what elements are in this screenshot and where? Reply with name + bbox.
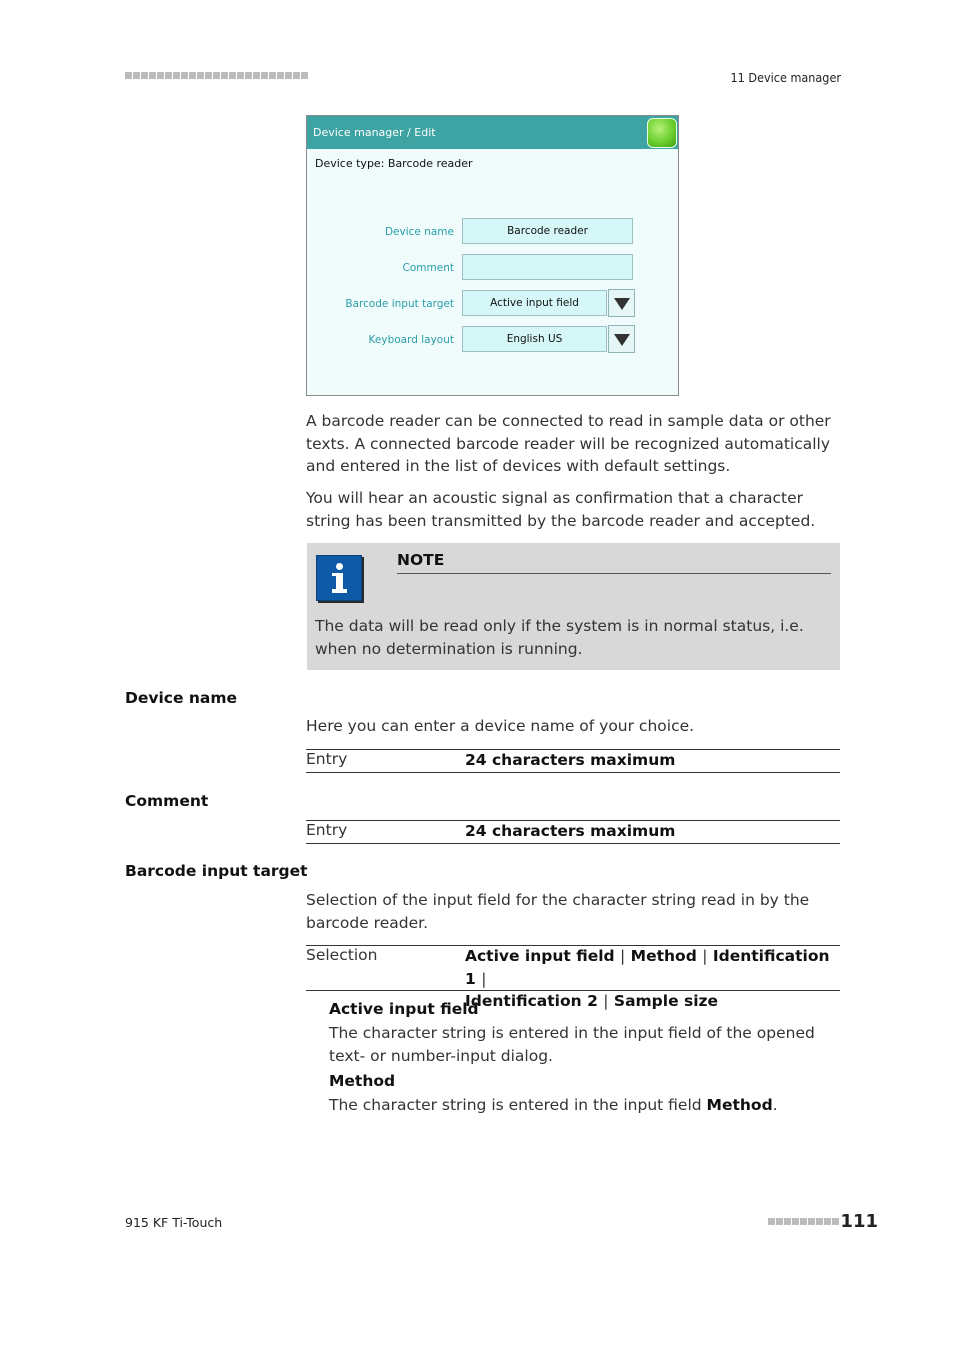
screen-title-bar (307, 116, 678, 149)
option-active-input-field: Active input field (465, 947, 615, 965)
entry-value: 24 characters maximum (465, 751, 676, 769)
device-name-entry-row (306, 749, 840, 773)
device-name-description: Here you can enter a device name of your choice. (306, 717, 695, 735)
home-button[interactable] (647, 118, 677, 148)
barcode-input-target-description: Selection of the input field for the character string read in by the barcode reader. (306, 891, 810, 932)
active-input-field-title: Active input field (329, 1000, 479, 1018)
comment-field[interactable] (462, 254, 633, 280)
selection-key: Selection (306, 946, 378, 964)
keyboard-layout-field[interactable]: English US (462, 326, 607, 352)
note-text: The data will be read only if the system is in normal status, i.e. when no determination is running. (315, 617, 804, 658)
page-number: 111 (840, 1211, 878, 1232)
comment-label: Comment (402, 262, 454, 274)
intro-paragraph-1: A barcode reader can be connected to read in sample data or other texts. A connected barcode reader will be recognized automatically and entered in the list of devices with default settings. (306, 412, 831, 475)
chevron-down-icon[interactable] (608, 289, 635, 317)
option-identification-2: Identification 2 (465, 992, 598, 1010)
intro-paragraph-2: You will hear an acoustic signal as confirmation that a character string has been transmitted by the barcode reader and accepted. (306, 489, 816, 530)
device-type-label: Device type: Barcode reader (315, 157, 473, 170)
entry-value: 24 characters maximum (465, 822, 676, 840)
device-name-label: Device name (384, 226, 454, 238)
comment-heading: Comment (125, 792, 209, 810)
barcode-input-target-selection-row (306, 945, 840, 1010)
note-box (307, 543, 840, 670)
active-input-field-text: The character string is entered in the input field of the opened text- or number-input dialog. (329, 1024, 815, 1065)
chevron-down-icon[interactable] (608, 325, 635, 353)
keyboard-layout-label: Keyboard layout (368, 334, 454, 346)
note-divider (397, 573, 831, 574)
screen-title: Device manager / Edit (313, 126, 436, 139)
barcode-input-target-heading: Barcode input target (125, 862, 308, 880)
option-method: Method (630, 947, 697, 965)
barcode-input-target-field[interactable]: Active input field (462, 290, 607, 316)
device-name-heading: Device name (125, 689, 238, 707)
option-sample-size: Sample size (613, 992, 719, 1010)
option-identification-1: Identification 1 (465, 947, 830, 988)
header-section-title: 11 Device manager (730, 70, 841, 85)
footer-product-name: 915 KF Ti-Touch (125, 1215, 223, 1230)
footer-decoration (768, 1218, 839, 1225)
note-title: NOTE (397, 551, 445, 569)
info-icon (316, 555, 362, 601)
comment-entry-row (306, 820, 840, 844)
barcode-input-target-label: Barcode input target (345, 298, 454, 310)
method-title: Method (329, 1072, 396, 1090)
device-screen-screenshot (306, 115, 679, 396)
device-name-field[interactable]: Barcode reader (462, 218, 633, 244)
entry-key: Entry (306, 821, 348, 839)
selection-options: Active input field | Method | Identification 1 | Identification 2 | Sample size (465, 947, 830, 1010)
header-decoration (125, 72, 308, 79)
entry-key: Entry (306, 750, 348, 768)
method-text: The character string is entered in the input field Method. (329, 1096, 778, 1114)
